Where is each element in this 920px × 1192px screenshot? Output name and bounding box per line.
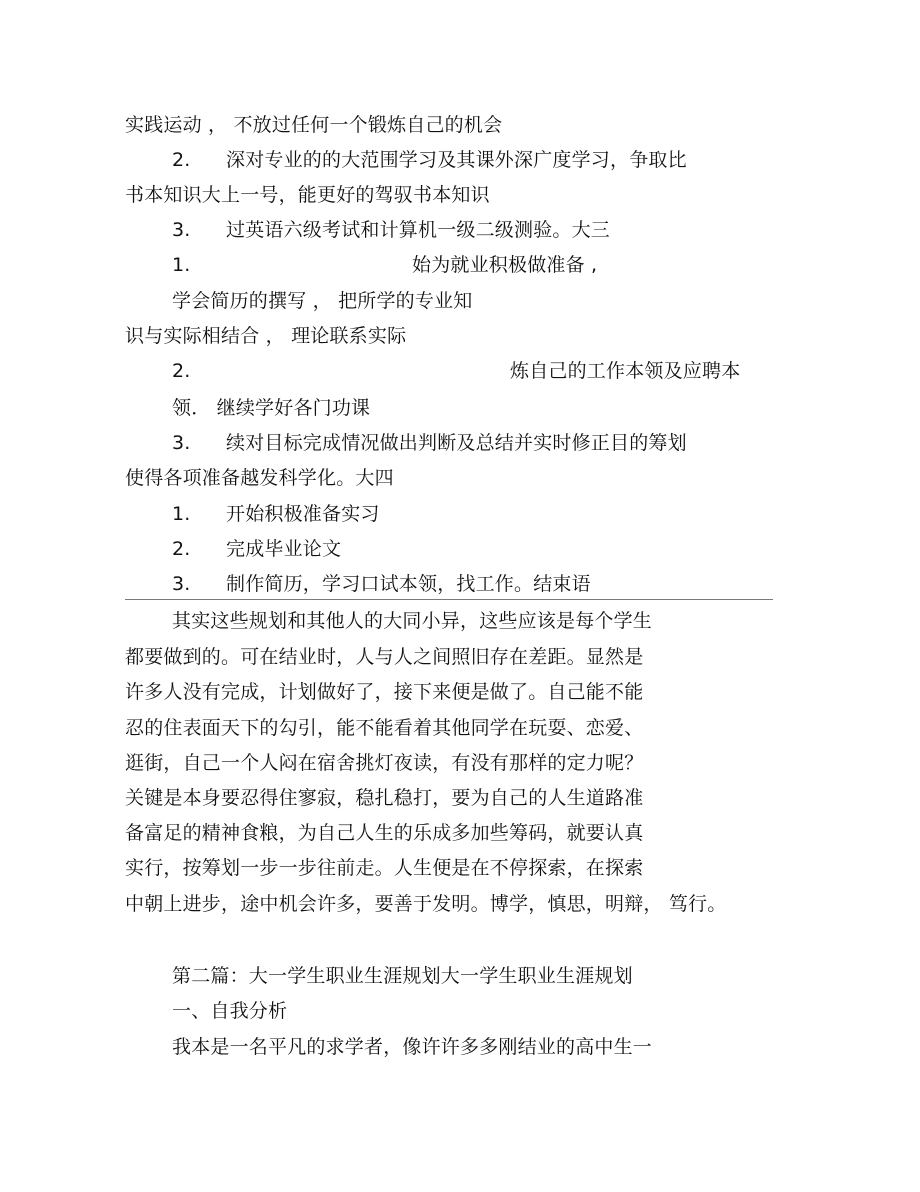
text-line: 开始积极准备实习 — [226, 503, 380, 525]
list-number: 1. — [172, 254, 191, 276]
text-line: 深对专业的的大范围学习及其课外深广度学习，争取比 — [226, 149, 687, 171]
separator-line — [125, 599, 773, 600]
text-line: 学会简历的撰写 ， 把所学的专业知 — [172, 290, 473, 312]
text-line: 忍的住表面天下的勾引，能不能看着其他同学在玩耍、恋爱、 — [125, 717, 644, 739]
text-line: 识与实际相结合 ， 理论联系实际 — [125, 325, 407, 347]
list-number: 2. — [172, 149, 191, 171]
text-line: 关键是本身要忍得住寥寂，稳扎稳打，要为自己的人生道路准 — [125, 787, 644, 809]
text-line: 过英语六级考试和计算机一级二级测验。大三 — [226, 219, 611, 241]
text-line: 制作简历，学习口试本领，找工作。结束语 — [226, 573, 591, 595]
text-line: 实践运动 ， 不放过任何一个锻炼自己的机会 — [125, 114, 503, 136]
text-line: 备富足的精神食粮，为自己人生的乐成多加些筹码，就要认真 — [125, 822, 644, 844]
list-number: 3. — [172, 432, 191, 454]
text-line: 许多人没有完成，计划做好了，接下来便是做了。自己能不能 — [125, 681, 644, 703]
text-line: 书本知识大上一号，能更好的驾驭书本知识 — [125, 184, 490, 206]
list-number: 2. — [172, 538, 191, 560]
list-number: 3. — [172, 573, 191, 595]
subsection-heading: 一、自我分析 — [172, 1000, 288, 1022]
text-line: 我本是一名平凡的求学者，像许许多多刚结业的高中生一 — [172, 1036, 653, 1058]
text-line: 中朝上进步，途中机会许多，要善于发明。博学，慎思，明辩， 笃行。 — [125, 893, 727, 915]
text-line: 完成毕业论文 — [226, 538, 342, 560]
text-line: 续对目标完成情况做出判断及总结并实时修正目的筹划 — [226, 432, 687, 454]
text-line: 实行，按筹划一步一步往前走。人生便是在不停探索，在探索 — [125, 857, 644, 879]
text-line: 都要做到的。可在结业时，人与人之间照旧存在差距。显然是 — [125, 646, 644, 668]
text-line: 领． 继续学好各门功课 — [172, 397, 371, 419]
text-line: 使得各项准备越发科学化。大四 — [125, 467, 394, 489]
list-number: 3. — [172, 219, 191, 241]
list-number: 2. — [172, 360, 191, 382]
text-line: 逛街，自己一个人闷在宿舍挑灯夜读，有没有那样的定力呢？ — [125, 752, 644, 774]
text-line: 其实这些规划和其他人的大同小异，这些应该是每个学生 — [172, 610, 653, 632]
list-number: 1. — [172, 503, 191, 525]
section-heading: 第二篇：大一学生职业生涯规划大一学生职业生涯规划 — [172, 965, 633, 987]
text-line: 始为就业积极做准备 , — [412, 254, 598, 276]
text-line: 炼自己的工作本领及应聘本 — [510, 360, 741, 382]
